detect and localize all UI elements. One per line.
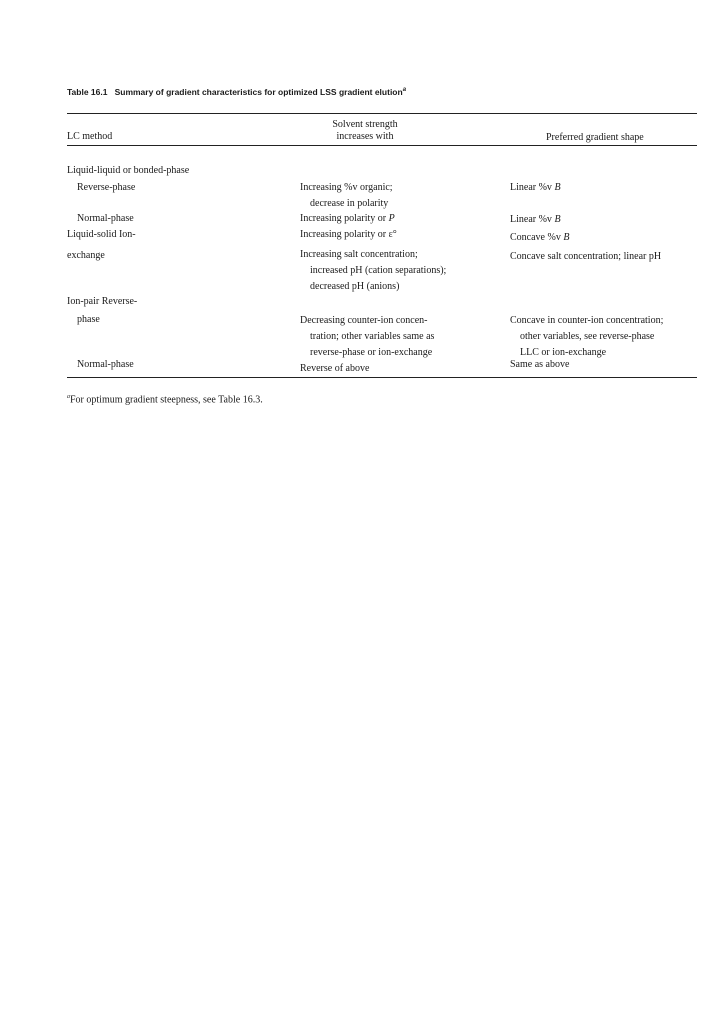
solvent-ion-pair — [300, 313, 434, 361]
table-number: Table 16.1 — [67, 87, 108, 97]
table-caption — [67, 87, 406, 97]
caption-footnote-mark: a — [402, 87, 407, 94]
header-solvent-line2: increases with — [336, 131, 394, 142]
solvent-line: Decreasing counter-ion concen- — [300, 315, 428, 326]
shape-ion-pair — [510, 313, 663, 361]
method-normal-phase: Normal-phase — [77, 213, 134, 224]
shape-text: Concave %v — [510, 232, 564, 243]
shape-line: Concave in counter-ion concentration; — [510, 315, 664, 326]
solvent-line: tration; other variables same as — [310, 331, 435, 342]
header-lc-method: LC method — [67, 131, 113, 142]
solvent-line: decrease in polarity — [310, 198, 389, 209]
table-footnote — [67, 394, 263, 405]
shape-variable: B — [554, 214, 561, 225]
shape-ion-exchange: Concave salt concentration; linear pH — [510, 251, 662, 262]
method-phase: phase — [77, 314, 100, 325]
footnote-text: For optimum gradient steepness, see Table 16.3. — [70, 394, 263, 406]
solvent-normal-phase — [300, 211, 395, 227]
shape-line: LLC or ion-exchange — [520, 347, 607, 358]
footnote-mark: a — [67, 394, 70, 400]
solvent-ion-exchange — [300, 247, 446, 295]
solvent-variable: P — [388, 213, 395, 224]
header-solvent-strength — [300, 119, 430, 143]
shape-reverse-phase — [510, 180, 561, 196]
method-liquid-solid: Liquid-solid Ion- — [67, 229, 136, 240]
solvent-line: Increasing %v organic; — [300, 182, 393, 193]
table-bottom-rule — [67, 377, 697, 378]
solvent-liquid-solid: Increasing polarity or ε° — [300, 229, 397, 240]
method-reverse-phase: Reverse-phase — [77, 182, 136, 193]
method-exchange: exchange — [67, 250, 105, 261]
table-title: Summary of gradient characteristics for optimized LSS gradient elution — [114, 87, 403, 97]
solvent-line: decreased pH (anions) — [310, 281, 400, 292]
solvent-text: Increasing polarity or — [300, 213, 389, 224]
header-gradient-shape: Preferred gradient shape — [546, 132, 644, 143]
solvent-reverse-phase — [300, 180, 393, 212]
shape-normal-phase-ion-pair: Same as above — [510, 359, 570, 370]
header-rule — [67, 145, 697, 146]
solvent-line: reverse-phase or ion-exchange — [310, 347, 433, 358]
shape-normal-phase — [510, 212, 561, 228]
shape-text: Linear %v — [510, 214, 555, 225]
method-ion-pair: Ion-pair Reverse- — [67, 296, 138, 307]
method-normal-phase-ion-pair: Normal-phase — [77, 359, 134, 370]
method-liquid-liquid: Liquid-liquid or bonded-phase — [67, 165, 190, 176]
shape-text: Linear %v — [510, 182, 555, 193]
shape-liquid-solid — [510, 230, 569, 246]
table-top-rule — [67, 113, 697, 114]
shape-variable: B — [554, 182, 561, 193]
shape-variable: B — [563, 232, 570, 243]
solvent-normal-phase-ion-pair: Reverse of above — [300, 363, 370, 374]
header-solvent-line1: Solvent strength — [332, 119, 398, 130]
solvent-line: increased pH (cation separations); — [310, 265, 447, 276]
shape-line: other variables, see reverse-phase — [520, 331, 655, 342]
solvent-line: Increasing salt concentration; — [300, 249, 418, 260]
